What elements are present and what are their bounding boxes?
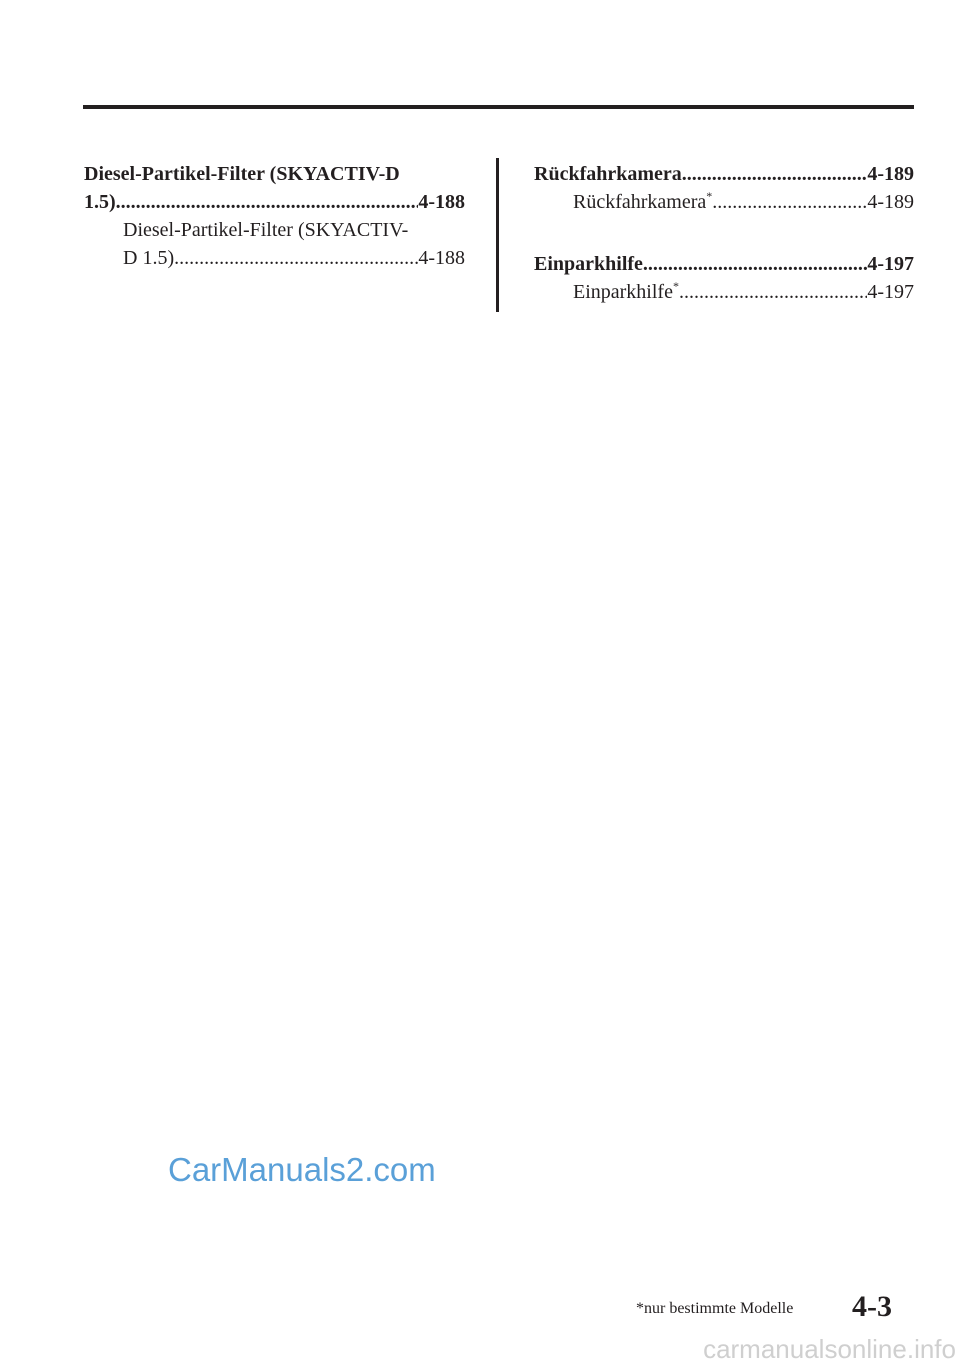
subentry-page-ref[interactable]: 4-188 <box>418 247 465 269</box>
dot-leader <box>174 244 418 272</box>
entry-title-line2: 1.5) <box>84 191 116 213</box>
entry-title-line1: Diesel-Partikel-Filter (SKYACTIV-D <box>84 163 400 185</box>
watermark-logo: CarManuals2.com <box>168 1151 436 1188</box>
entry-title: Einparkhilfe <box>534 253 643 275</box>
dot-leader <box>116 188 419 216</box>
subentry-title-line2-row <box>123 244 465 272</box>
entry-page-ref[interactable]: 4-197 <box>867 253 914 275</box>
index-column-left <box>84 160 465 272</box>
index-entry-rueckfahrkamera[interactable] <box>534 160 914 188</box>
asterisk-marker: * <box>706 189 713 203</box>
subentry-page-ref[interactable]: 4-197 <box>867 281 914 303</box>
entry-spacer <box>534 216 914 250</box>
footer-site-watermark: carmanualsonline.info <box>703 1334 956 1364</box>
index-entry-einparkhilfe[interactable] <box>534 250 914 278</box>
index-subentry-rueckfahrkamera[interactable] <box>534 188 914 216</box>
subentry-title-line1: Diesel-Partikel-Filter (SKYACTIV- <box>123 219 409 241</box>
entry-page-ref[interactable]: 4-189 <box>867 163 914 185</box>
asterisk-marker: * <box>672 279 679 293</box>
subentry-page-ref[interactable]: 4-189 <box>867 191 914 213</box>
subentry-title <box>573 188 712 216</box>
subentry-text: Rückfahrkamera <box>573 191 707 213</box>
index-entry-diesel-partikel-filter[interactable] <box>84 160 465 216</box>
subentry-title <box>573 278 679 306</box>
subentry-title-line2: D 1.5) <box>123 247 175 269</box>
page-number: 4-3 <box>852 1290 892 1323</box>
header-rule <box>83 105 914 109</box>
entry-title-line2-row <box>84 188 465 216</box>
index-column-right <box>534 160 914 306</box>
index-subentry-diesel-partikel-filter[interactable] <box>84 216 465 272</box>
subentry-text: Einparkhilfe <box>573 281 673 303</box>
footnote: *nur bestimmte Modelle <box>636 1300 794 1317</box>
dot-leader <box>643 250 867 278</box>
dot-leader <box>682 160 868 188</box>
column-divider <box>496 158 499 312</box>
index-subentry-einparkhilfe[interactable] <box>534 278 914 306</box>
dot-leader <box>712 188 867 216</box>
entry-title: Rückfahrkamera <box>534 163 682 185</box>
dot-leader <box>679 278 867 306</box>
entry-page-ref[interactable]: 4-188 <box>418 191 465 213</box>
